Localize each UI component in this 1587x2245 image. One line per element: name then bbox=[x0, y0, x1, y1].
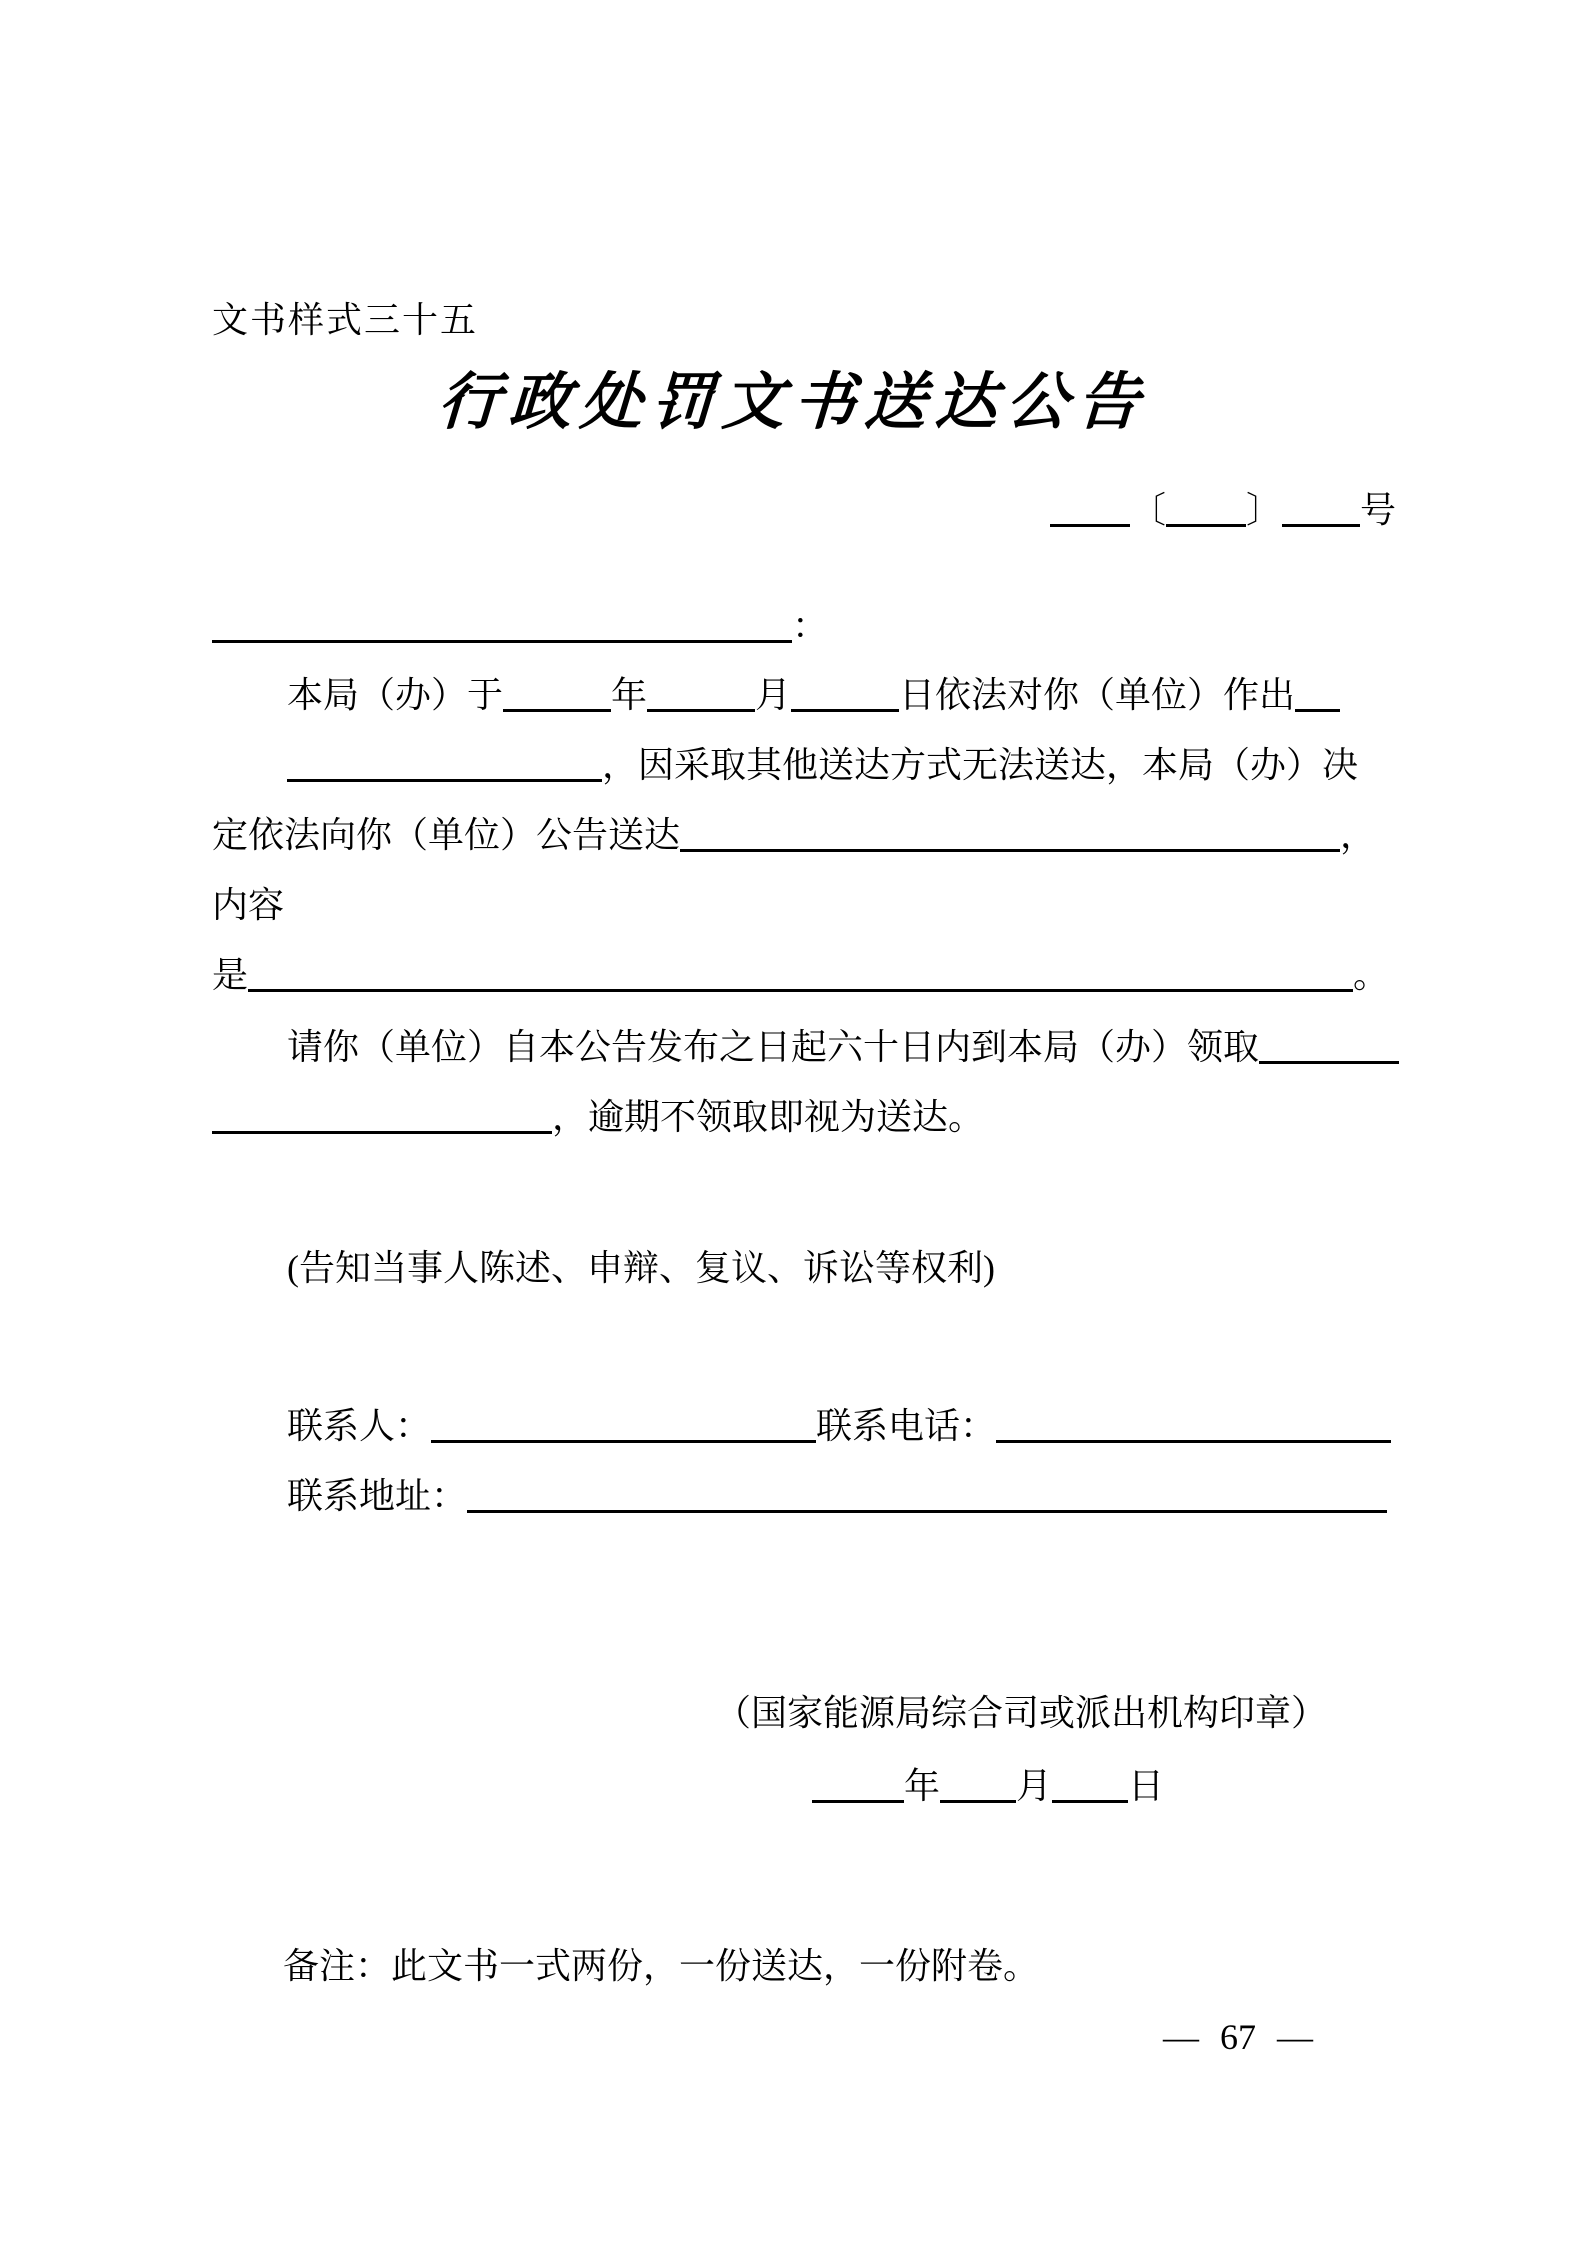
rights-note: (告知当事人陈述、申辩、复议、诉讼等权利) bbox=[287, 1248, 995, 1288]
doc-no-close-bracket: 〕 bbox=[1246, 490, 1283, 530]
blank-contact-address bbox=[467, 1510, 1387, 1513]
blank-pickup-doc-end bbox=[212, 1131, 552, 1134]
blank-contact-person bbox=[431, 1440, 816, 1443]
contact-address-label: 联系地址： bbox=[287, 1476, 468, 1516]
p2-text-pre: 请你（单位）自本公告发布之日起六十日内到本局（办）领取 bbox=[287, 1027, 1260, 1067]
blank-sig-day bbox=[1052, 1800, 1128, 1803]
remark-note: 备注：此文书一式两份，一份送达，一份附卷。 bbox=[283, 1946, 1040, 1986]
contact-person-label: 联系人： bbox=[287, 1406, 432, 1446]
seal-placeholder: （国家能源局综合司或派出机构印章） bbox=[715, 1693, 1328, 1733]
doc-number-line bbox=[1050, 482, 1396, 533]
p1-month-char: 月 bbox=[755, 675, 792, 715]
blank-content bbox=[248, 989, 1353, 992]
p1-year-char: 年 bbox=[611, 675, 648, 715]
p2-line-1 bbox=[212, 1012, 1402, 1082]
doc-no-suffix: 号 bbox=[1360, 490, 1397, 530]
page-title: 行政处罚文书送达公告 bbox=[436, 369, 1150, 437]
addressee-colon: ： bbox=[792, 606, 829, 646]
p1-text-line5-pre: 是 bbox=[212, 955, 249, 995]
p1-text-line3-pre: 定依法向你（单位）公告送达 bbox=[212, 815, 681, 855]
doc-no-open-bracket: 〔 bbox=[1130, 490, 1167, 530]
format-label: 文书样式三十五 bbox=[212, 300, 479, 340]
p1-line3-comma: ， bbox=[1340, 815, 1377, 855]
blank-decision-start bbox=[1295, 709, 1340, 712]
contact-line-2 bbox=[287, 1468, 1387, 1519]
blank-day bbox=[791, 709, 899, 712]
blank-sig-year bbox=[812, 1800, 904, 1803]
page-number: — 67 — bbox=[1163, 2017, 1313, 2057]
p2-text-post: ，逾期不领取即视为送达。 bbox=[552, 1097, 985, 1137]
sig-month-char: 月 bbox=[1016, 1766, 1053, 1806]
paragraph-1 bbox=[212, 660, 1402, 1010]
blank-doc-no-prefix bbox=[1050, 524, 1130, 527]
blank-sig-month bbox=[940, 1800, 1016, 1803]
contact-phone-label: 联系电话： bbox=[816, 1406, 997, 1446]
p1-line-4: 内容 bbox=[212, 885, 285, 925]
p1-line-1 bbox=[212, 660, 1402, 730]
paragraph-2 bbox=[212, 1012, 1402, 1152]
contact-line-1 bbox=[287, 1398, 1391, 1449]
blank-pickup-doc-start bbox=[1259, 1061, 1399, 1064]
p2-line-2 bbox=[212, 1082, 1402, 1152]
blank-year bbox=[503, 709, 611, 712]
signature-date-line bbox=[812, 1758, 1164, 1809]
blank-month bbox=[647, 709, 755, 712]
blank-doc-no-seq bbox=[1282, 524, 1360, 527]
blank-served-document bbox=[680, 849, 1340, 852]
p1-line-2 bbox=[212, 730, 1402, 800]
blank-doc-no-year bbox=[1166, 524, 1246, 527]
p1-line-5 bbox=[212, 940, 1402, 1010]
blank-addressee bbox=[212, 640, 792, 643]
blank-decision-name bbox=[287, 779, 602, 782]
sig-day-char: 日 bbox=[1128, 1766, 1165, 1806]
addressee-line bbox=[212, 598, 828, 649]
p1-text-pre: 本局（办）于 bbox=[287, 675, 504, 715]
sig-year-char: 年 bbox=[904, 1766, 941, 1806]
p1-text-line2: ，因采取其他送达方式无法送达，本局（办）决 bbox=[602, 745, 1359, 785]
blank-contact-phone bbox=[996, 1440, 1391, 1443]
p1-line5-period: 。 bbox=[1353, 955, 1390, 995]
p1-text-day-post: 日依法对你（单位）作出 bbox=[899, 675, 1296, 715]
p1-line-3 bbox=[212, 800, 1402, 870]
